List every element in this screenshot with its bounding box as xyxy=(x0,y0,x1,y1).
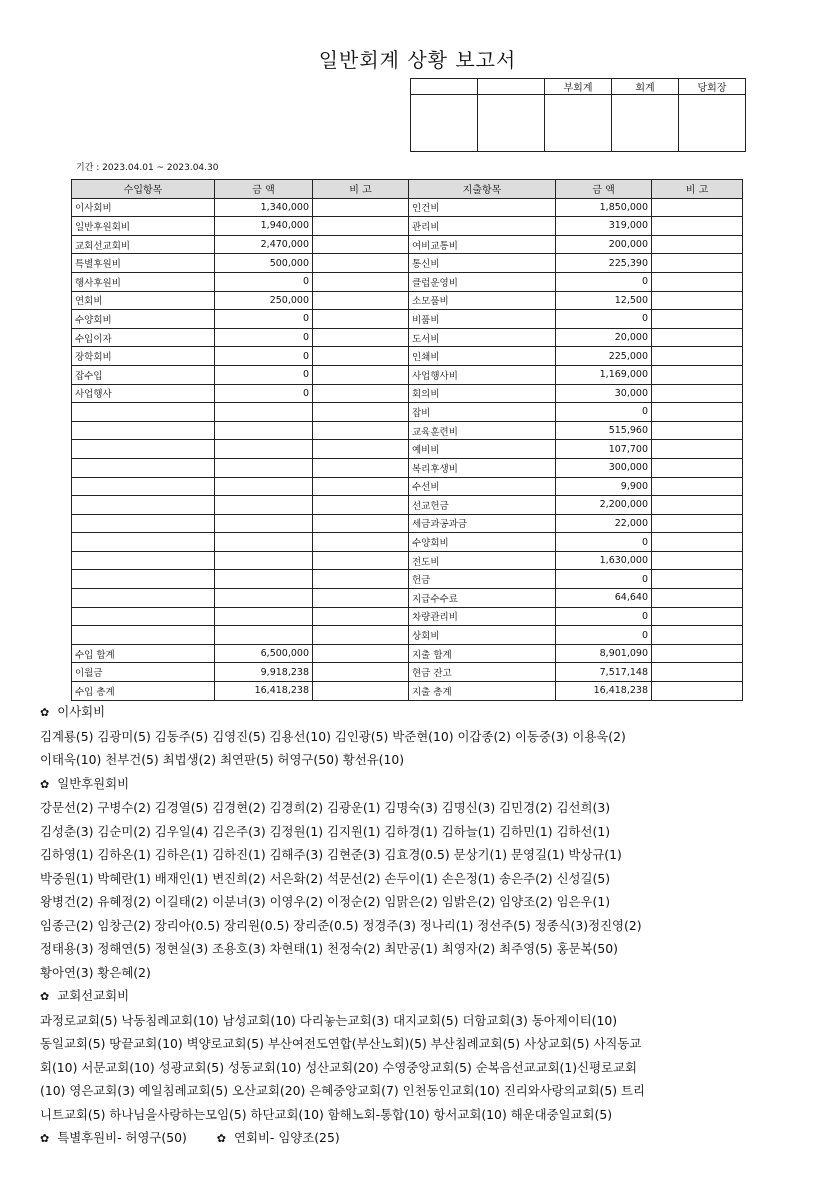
donor-line: (10) 영은교회(3) 예일침례교회(5) 오산교회(20) 은혜중앙교회(7) 인천동인교회(10) 진리와사랑의교회(5) 트리 xyxy=(40,1083,645,1098)
item-cell: 통신비 xyxy=(409,254,556,273)
remark-cell xyxy=(652,347,743,366)
item-cell: 수입 합계 xyxy=(72,644,215,663)
item-cell: 클럽운영비 xyxy=(409,272,556,291)
approval-sign-cell xyxy=(478,95,545,152)
amount-cell: 300,000 xyxy=(556,458,652,477)
remark-cell xyxy=(652,328,743,347)
remark-cell xyxy=(652,589,743,608)
remark-cell xyxy=(313,384,409,403)
approval-box xyxy=(410,78,746,152)
notes-last-line xyxy=(40,1126,790,1151)
donor-line: 동일교회(5) 땅끝교회(10) 벽양로교회(5) 부산여전도연합(부산노회)(5) 부산침례교회(5) 사상교회(5) 사직동교 xyxy=(40,1036,642,1051)
remark-cell xyxy=(652,235,743,254)
item-cell xyxy=(72,514,215,533)
item-cell: 상회비 xyxy=(409,626,556,645)
amount-cell: 1,340,000 xyxy=(215,198,313,217)
section-title: 이사회비 xyxy=(57,704,106,719)
item-cell: 행사후원비 xyxy=(72,272,215,291)
table-row xyxy=(72,254,743,273)
amount-cell: 225,390 xyxy=(556,254,652,273)
table-row xyxy=(72,663,743,682)
remark-cell xyxy=(313,365,409,384)
item-cell xyxy=(72,551,215,570)
amount-cell: 0 xyxy=(215,365,313,384)
amount-cell: 22,000 xyxy=(556,514,652,533)
table-row xyxy=(72,365,743,384)
remark-cell xyxy=(652,198,743,217)
remark-cell xyxy=(313,254,409,273)
column-header: 금 액 xyxy=(556,180,652,199)
remark-cell xyxy=(652,403,743,422)
amount-cell: 1,940,000 xyxy=(215,217,313,236)
table-row xyxy=(72,458,743,477)
remark-cell xyxy=(652,570,743,589)
remark-cell xyxy=(313,235,409,254)
remark-cell xyxy=(313,514,409,533)
item-cell: 지출 합계 xyxy=(409,644,556,663)
approval-sign-cell xyxy=(545,95,612,152)
amount-cell: 1,169,000 xyxy=(556,365,652,384)
amount-cell: 200,000 xyxy=(556,235,652,254)
column-header: 수입항목 xyxy=(72,180,215,199)
table-row xyxy=(72,440,743,459)
table-row xyxy=(72,347,743,366)
section-title: 일반후원회비 xyxy=(57,775,130,791)
item-cell: 수입이자 xyxy=(72,328,215,347)
remark-cell xyxy=(652,440,743,459)
table-row xyxy=(72,589,743,608)
amount-cell xyxy=(215,421,313,440)
flower-icon: ✿ xyxy=(216,1132,226,1145)
item-cell: 회의비 xyxy=(409,384,556,403)
report-period: 기간 : 2023.04.01 ~ 2023.04.30 xyxy=(76,163,219,173)
table-row xyxy=(72,496,743,515)
item-cell: 연회비 xyxy=(72,291,215,310)
donor-line: 박중원(1) 박혜란(1) 배재인(1) 변진희(2) 서은화(2) 석문선(2) 손두이(1) 손은정(1) 송은주(2) 신성길(5) xyxy=(40,870,611,886)
remark-cell xyxy=(313,663,409,682)
remark-cell xyxy=(652,607,743,626)
remark-cell xyxy=(652,254,743,273)
amount-cell: 9,918,238 xyxy=(215,663,313,682)
notes-section-heading xyxy=(40,700,790,725)
amount-cell: 500,000 xyxy=(215,254,313,273)
amount-cell: 225,000 xyxy=(556,347,652,366)
item-cell: 소모품비 xyxy=(409,291,556,310)
approval-header: 회계 xyxy=(612,79,679,95)
amount-cell xyxy=(215,496,313,515)
table-row xyxy=(72,626,743,645)
amount-cell xyxy=(215,403,313,422)
item-cell: 수입 총계 xyxy=(72,682,215,701)
amount-cell xyxy=(215,458,313,477)
flower-icon: ✿ xyxy=(40,990,50,1003)
amount-cell xyxy=(215,440,313,459)
item-cell: 수양회비 xyxy=(72,310,215,329)
remark-cell xyxy=(313,198,409,217)
amount-cell xyxy=(215,477,313,496)
donor-line: 이태욱(10) 천부건(5) 최법생(2) 최연판(5) 허영구(50) 황선유(10) xyxy=(40,752,405,767)
section-title: 교회선교회비 xyxy=(57,988,130,1003)
amount-cell: 1,850,000 xyxy=(556,198,652,217)
remark-cell xyxy=(313,682,409,701)
amount-cell xyxy=(215,533,313,552)
remark-cell xyxy=(313,440,409,459)
remark-cell xyxy=(313,589,409,608)
table-row xyxy=(72,310,743,329)
remark-cell xyxy=(313,533,409,552)
item-cell: 잡수입 xyxy=(72,365,215,384)
item-cell: 인건비 xyxy=(409,198,556,217)
table-row xyxy=(72,403,743,422)
item-cell xyxy=(72,477,215,496)
annual-fee-note: 연회비- 임양조(25) xyxy=(234,1130,340,1145)
table-body xyxy=(72,198,743,700)
item-cell xyxy=(72,458,215,477)
table-header-row xyxy=(72,180,743,199)
amount-cell xyxy=(215,570,313,589)
remark-cell xyxy=(652,421,743,440)
finance-table xyxy=(71,179,743,701)
remark-cell xyxy=(652,626,743,645)
donor-notes xyxy=(40,700,790,1151)
donor-line: 강문선(2) 구병수(2) 김경열(5) 김경현(2) 김경희(2) 김광운(1) 김명숙(3) 김명신(3) 김민경(2) 김선희(3) xyxy=(40,800,611,815)
table-row xyxy=(72,514,743,533)
column-header: 금 액 xyxy=(215,180,313,199)
table-row xyxy=(72,551,743,570)
amount-cell xyxy=(215,626,313,645)
table-row xyxy=(72,533,743,552)
remark-cell xyxy=(652,663,743,682)
column-header: 비 고 xyxy=(652,180,743,199)
approval-header: 당회장 xyxy=(679,79,746,95)
table-row xyxy=(72,644,743,663)
item-cell: 예비비 xyxy=(409,440,556,459)
amount-cell: 0 xyxy=(215,310,313,329)
amount-cell xyxy=(215,607,313,626)
remark-cell xyxy=(652,477,743,496)
item-cell xyxy=(72,607,215,626)
remark-cell xyxy=(652,533,743,552)
amount-cell: 16,418,238 xyxy=(556,682,652,701)
remark-cell xyxy=(313,403,409,422)
item-cell: 특별후원비 xyxy=(72,254,215,273)
notes-section-heading xyxy=(40,984,790,1009)
table-row xyxy=(72,291,743,310)
amount-cell: 16,418,238 xyxy=(215,682,313,701)
amount-cell: 2,200,000 xyxy=(556,496,652,515)
amount-cell: 6,500,000 xyxy=(215,644,313,663)
amount-cell: 2,470,000 xyxy=(215,235,313,254)
item-cell: 여비교통비 xyxy=(409,235,556,254)
item-cell: 관리비 xyxy=(409,217,556,236)
table-row xyxy=(72,682,743,701)
remark-cell xyxy=(652,458,743,477)
item-cell: 지출 총계 xyxy=(409,682,556,701)
item-cell: 교회선교회비 xyxy=(72,235,215,254)
amount-cell: 0 xyxy=(215,328,313,347)
table-row xyxy=(72,421,743,440)
remark-cell xyxy=(313,644,409,663)
table-row xyxy=(72,477,743,496)
donor-line: 회(10) 서문교회(10) 성광교회(5) 성동교회(10) 성산교회(20) 수영중앙교회(5) 순복음선교교회(1)신평로교회 xyxy=(40,1059,637,1075)
item-cell: 수양회비 xyxy=(409,533,556,552)
amount-cell: 107,700 xyxy=(556,440,652,459)
donor-line: 임종근(2) 임창근(2) 장리아(0.5) 장리원(0.5) 장리준(0.5) 정경주(3) 정나리(1) 정선주(5) 정종식(3)정진영(2) xyxy=(40,917,642,933)
table-row xyxy=(72,235,743,254)
donor-line: 황아연(3) 황은혜(2) xyxy=(40,964,151,980)
remark-cell xyxy=(652,291,743,310)
item-cell: 세금과공과금 xyxy=(409,514,556,533)
item-cell xyxy=(72,496,215,515)
amount-cell: 0 xyxy=(215,347,313,366)
donor-line: 김하영(1) 김하온(1) 김하은(1) 김하진(1) 김해주(3) 김현준(3) 김효경(0.5) 문상기(1) 문영길(1) 박상규(1) xyxy=(40,847,622,862)
remark-cell xyxy=(652,272,743,291)
item-cell: 사업행사 xyxy=(72,384,215,403)
item-cell xyxy=(72,626,215,645)
amount-cell: 64,640 xyxy=(556,589,652,608)
amount-cell: 1,630,000 xyxy=(556,551,652,570)
remark-cell xyxy=(313,421,409,440)
remark-cell xyxy=(313,310,409,329)
column-header: 지출항목 xyxy=(409,180,556,199)
item-cell: 지급수수료 xyxy=(409,589,556,608)
item-cell: 교육훈련비 xyxy=(409,421,556,440)
amount-cell: 0 xyxy=(215,272,313,291)
remark-cell xyxy=(313,551,409,570)
item-cell xyxy=(72,440,215,459)
flower-icon: ✿ xyxy=(40,1132,50,1145)
item-cell: 수선비 xyxy=(409,477,556,496)
table-row xyxy=(72,198,743,217)
table-row xyxy=(72,328,743,347)
item-cell: 일반후원회비 xyxy=(72,217,215,236)
table-row xyxy=(72,384,743,403)
item-cell: 이사회비 xyxy=(72,198,215,217)
table-row xyxy=(72,272,743,291)
remark-cell xyxy=(313,291,409,310)
remark-cell xyxy=(313,570,409,589)
item-cell: 도서비 xyxy=(409,328,556,347)
approval-sign-cell xyxy=(679,95,746,152)
item-cell xyxy=(72,421,215,440)
approval-header: 부회계 xyxy=(545,79,612,95)
remark-cell xyxy=(652,217,743,236)
amount-cell: 9,900 xyxy=(556,477,652,496)
amount-cell: 0 xyxy=(556,533,652,552)
amount-cell: 0 xyxy=(556,626,652,645)
item-cell: 인쇄비 xyxy=(409,347,556,366)
amount-cell: 250,000 xyxy=(215,291,313,310)
remark-cell xyxy=(652,384,743,403)
notes-section-heading xyxy=(40,772,790,797)
donor-line: 과정로교회(5) 낙동침례교회(10) 남성교회(10) 다리놓는교회(3) 대지교회(5) 더함교회(3) 동아제이티(10) xyxy=(40,1012,618,1028)
item-cell: 사업행사비 xyxy=(409,365,556,384)
item-cell: 헌금 xyxy=(409,570,556,589)
item-cell: 차량관리비 xyxy=(409,607,556,626)
item-cell xyxy=(72,533,215,552)
donor-line: 니트교회(5) 하나님을사랑하는모임(5) 하단교회(10) 함해노회-통합(10) 항서교회(10) 해운대중일교회(5) xyxy=(40,1106,613,1122)
remark-cell xyxy=(652,310,743,329)
amount-cell: 0 xyxy=(556,607,652,626)
remark-cell xyxy=(652,682,743,701)
amount-cell: 0 xyxy=(556,310,652,329)
remark-cell xyxy=(313,496,409,515)
amount-cell xyxy=(215,551,313,570)
donor-line: 김성춘(3) 김순미(2) 김우일(4) 김은주(3) 김정원(1) 김지원(1) 김하경(1) 김하늘(1) 김하민(1) 김하선(1) xyxy=(40,823,611,839)
remark-cell xyxy=(313,328,409,347)
amount-cell xyxy=(215,514,313,533)
amount-cell xyxy=(215,589,313,608)
remark-cell xyxy=(313,626,409,645)
remark-cell xyxy=(652,496,743,515)
item-cell: 잡비 xyxy=(409,403,556,422)
remark-cell xyxy=(313,607,409,626)
amount-cell: 515,960 xyxy=(556,421,652,440)
item-cell xyxy=(72,589,215,608)
remark-cell xyxy=(313,217,409,236)
item-cell: 이월금 xyxy=(72,663,215,682)
item-cell: 복리후생비 xyxy=(409,458,556,477)
table-row xyxy=(72,607,743,626)
page-title: 일반회계 상황 보고서 xyxy=(318,48,517,72)
item-cell: 비품비 xyxy=(409,310,556,329)
amount-cell: 0 xyxy=(215,384,313,403)
amount-cell: 8,901,090 xyxy=(556,644,652,663)
item-cell: 현금 잔고 xyxy=(409,663,556,682)
donor-line: 김계룡(5) 김광미(5) 김동주(5) 김영진(5) 김용선(10) 김인광(5) 박준현(10) 이갑종(2) 이동중(3) 이용욱(2) xyxy=(40,728,626,744)
amount-cell: 0 xyxy=(556,403,652,422)
table-row xyxy=(72,570,743,589)
table-row xyxy=(72,217,743,236)
approval-header xyxy=(411,79,478,95)
remark-cell xyxy=(652,551,743,570)
remark-cell xyxy=(652,365,743,384)
column-header: 비 고 xyxy=(313,180,409,199)
approval-sign-cell xyxy=(411,95,478,152)
item-cell: 전도비 xyxy=(409,551,556,570)
remark-cell xyxy=(313,347,409,366)
approval-sign-cell xyxy=(612,95,679,152)
remark-cell xyxy=(313,477,409,496)
amount-cell: 7,517,148 xyxy=(556,663,652,682)
flower-icon: ✿ xyxy=(40,777,50,791)
amount-cell: 0 xyxy=(556,272,652,291)
amount-cell: 30,000 xyxy=(556,384,652,403)
item-cell: 선교헌금 xyxy=(409,496,556,515)
donor-line: 정태용(3) 정해연(5) 정현실(3) 조용호(3) 차현태(1) 천정숙(2) 최만공(1) 최영자(2) 최주영(5) 홍문복(50) xyxy=(40,941,618,956)
item-cell xyxy=(72,570,215,589)
amount-cell: 12,500 xyxy=(556,291,652,310)
remark-cell xyxy=(652,514,743,533)
amount-cell: 0 xyxy=(556,570,652,589)
item-cell: 장학회비 xyxy=(72,347,215,366)
item-cell xyxy=(72,403,215,422)
remark-cell xyxy=(652,644,743,663)
flower-icon: ✿ xyxy=(40,706,50,719)
amount-cell: 319,000 xyxy=(556,217,652,236)
approval-header xyxy=(478,79,545,95)
special-donation-note: 특별후원비- 허영구(50) xyxy=(57,1130,187,1145)
amount-cell: 20,000 xyxy=(556,328,652,347)
donor-line: 왕병건(2) 유혜정(2) 이길태(2) 이분녀(3) 이영우(2) 이정순(2) 임맑은(2) 임밝은(2) 임양조(2) 임은우(1) xyxy=(40,894,611,909)
remark-cell xyxy=(313,458,409,477)
remark-cell xyxy=(313,272,409,291)
